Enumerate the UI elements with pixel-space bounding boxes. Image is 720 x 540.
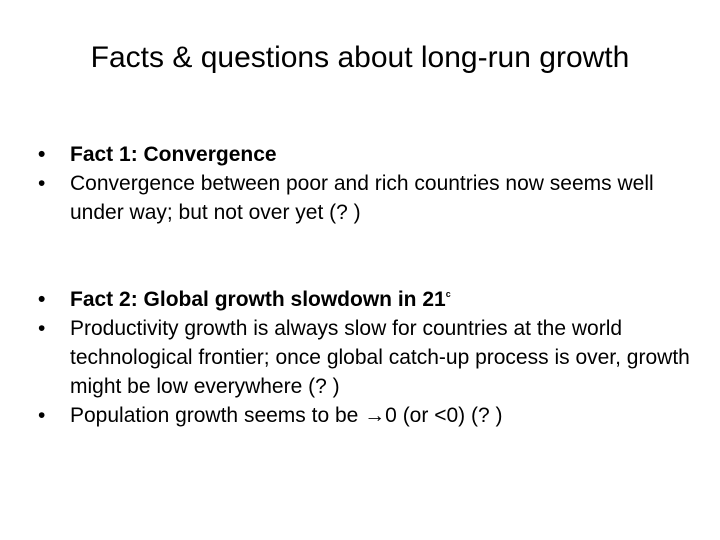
bullet-text: Convergence between poor and rich countries now seems well under way; but not over yet (? ) bbox=[70, 172, 654, 224]
bullet-dot: • bbox=[38, 143, 46, 166]
slide-title: Facts & questions about long-run growth bbox=[90, 41, 630, 74]
bullet-list bbox=[36, 140, 696, 430]
bullet-spacer bbox=[36, 227, 696, 285]
bullet-productivity bbox=[36, 314, 696, 401]
bullet-population bbox=[36, 401, 696, 430]
bullet-superscript: c bbox=[445, 289, 451, 299]
bullet-dot: • bbox=[38, 404, 46, 427]
bullet-text: Population growth seems to be →0 (or <0) (? ) bbox=[70, 404, 503, 427]
bullet-dot: • bbox=[38, 288, 46, 311]
bullet-text: Fact 1: Convergence bbox=[70, 143, 277, 166]
bullet-dot: • bbox=[38, 317, 46, 340]
bullet-text: Fact 2: Global growth slowdown in 21 bbox=[70, 288, 446, 311]
bullet-dot: • bbox=[38, 172, 46, 195]
bullet-convergence bbox=[36, 169, 696, 227]
bullet-fact-2 bbox=[36, 285, 696, 314]
bullet-fact-1 bbox=[36, 140, 696, 169]
bullet-text: Productivity growth is always slow for countries at the world technological frontier; once global catch-up process is over, growth might be low everywhere (? ) bbox=[70, 317, 690, 398]
